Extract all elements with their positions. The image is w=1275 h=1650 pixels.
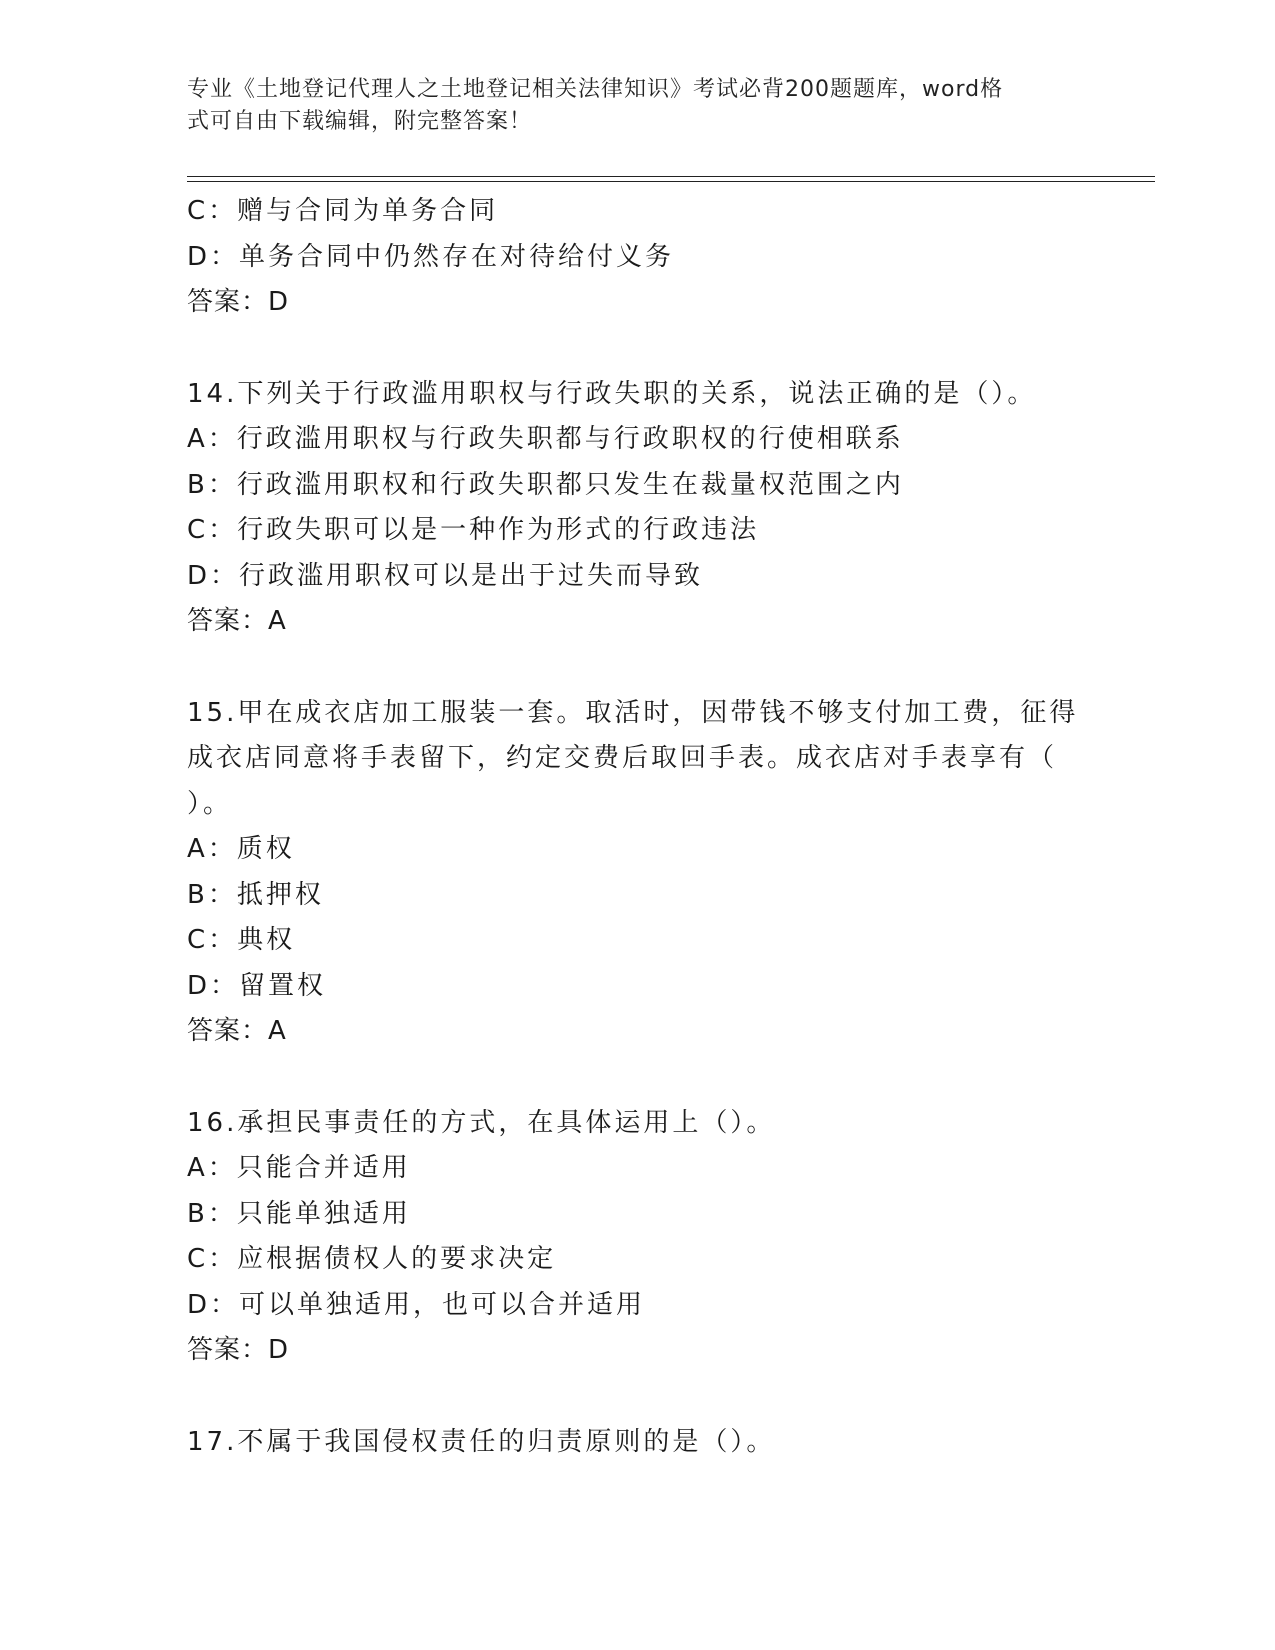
question-14: [187, 372, 1087, 645]
question-stem: 16.承担民事责任的方式，在具体运用上（）。: [187, 1107, 776, 1138]
option-d: D：行政滥用职权可以是出于过失而导致: [187, 560, 704, 591]
spacer: [187, 1055, 1087, 1101]
page-header: [187, 74, 1087, 138]
option-c: C：赠与合同为单务合同: [187, 196, 499, 226]
document-body: [187, 189, 1087, 1465]
answer: 答案：D: [187, 1335, 290, 1365]
header-line-1: 专业《土地登记代理人之土地登记相关法律知识》考试必背200题题库，word格: [187, 77, 1004, 102]
question-16: [187, 1101, 1087, 1374]
question-13-continuation: [187, 189, 1087, 326]
header-rule-top: [187, 176, 1155, 177]
spacer: [187, 326, 1087, 372]
header-line-2: 式可自由下载编辑，附完整答案！: [187, 109, 533, 134]
option-a: A：质权: [187, 834, 295, 864]
answer: 答案：A: [187, 1016, 287, 1046]
question-stem-line-2: 成衣店同意将手表留下，约定交费后取回手表。成衣店对手表享有（: [187, 743, 1058, 773]
spacer: [187, 645, 1087, 691]
option-b: B：抵押权: [187, 879, 324, 910]
option-d: D：可以单独适用，也可以合并适用: [187, 1289, 646, 1320]
option-d: D：留置权: [187, 970, 327, 1001]
question-stem: 17.不属于我国侵权责任的归责原则的是（）。: [187, 1426, 776, 1457]
spacer: [187, 1374, 1087, 1420]
question-stem-line-1: 15.甲在成衣店加工服装一套。取活时，因带钱不够支付加工费，征得: [187, 697, 1079, 728]
option-a: A：行政滥用职权与行政失职都与行政职权的行使相联系: [187, 424, 904, 454]
question-17: [187, 1420, 1087, 1466]
question-stem: 14.下列关于行政滥用职权与行政失职的关系，说法正确的是（）。: [187, 378, 1037, 409]
option-a: A：只能合并适用: [187, 1153, 411, 1183]
header-rule-bottom: [187, 181, 1155, 182]
option-c: C：典权: [187, 925, 296, 955]
option-c: C：行政失职可以是一种作为形式的行政违法: [187, 515, 760, 545]
answer: 答案：A: [187, 606, 287, 636]
option-c: C：应根据债权人的要求决定: [187, 1244, 557, 1274]
option-b: B：只能单独适用: [187, 1198, 411, 1229]
answer: 答案：D: [187, 287, 290, 317]
option-b: B：行政滥用职权和行政失职都只发生在裁量权范围之内: [187, 469, 904, 500]
question-15: [187, 691, 1087, 1055]
option-d: D：单务合同中仍然存在对待给付义务: [187, 241, 675, 272]
question-stem-line-3: ）。: [187, 788, 233, 819]
